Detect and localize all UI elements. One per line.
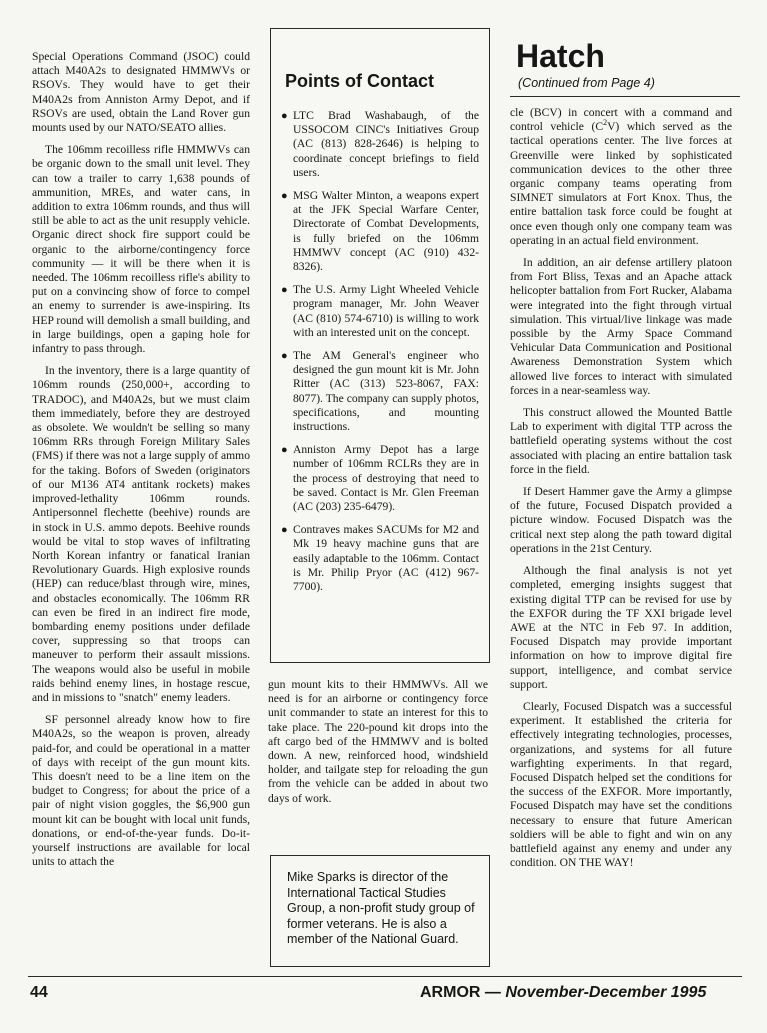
middle-article-column	[268, 678, 488, 814]
body-paragraph: Special Operations Command (JSOC) could attach M40A2s to designated HMMWVs or RSOVs. They would have to get their M40A2s from Anniston Army Depot, and if RSOVs are used, obtain the Land Rover gun mounts used by our NATO/SEATO allies.	[32, 50, 250, 135]
heading-divider	[510, 96, 740, 97]
page-number: 44	[30, 984, 48, 1001]
right-article-column	[510, 106, 732, 878]
contact-item: ● LTC Brad Washabaugh, of the USSOCOM CINC's Initiatives Group (AC (813) 828-2646) is helping to coordinate concept briefings to field users.	[281, 109, 479, 179]
body-paragraph: Although the final analysis is not yet completed, emerging insights suggest that existing digital TTP can be revised for use by the EXFOR during the TF XXI brigade level AWE at the NTC in Feb 97. In addition, Focused Dispatch may provide important information on how to improve digital fire support, intelligence, and combat service support.	[510, 564, 732, 691]
contact-list	[281, 109, 479, 603]
contact-item: ● MSG Walter Minton, a weapons expert at the JFK Special Warfare Center, Directorate of Combat Developments, is fully briefed on the 106mm HMMWV concept (AC (910) 432-8326).	[281, 189, 479, 274]
contact-item: ● Anniston Army Depot has a large number of 106mm RCLRs they are in the process of destroying that need to be saved. Contact is Mr. Glen Freeman (AC (203) 235-6479).	[281, 443, 479, 514]
body-paragraph: Clearly, Focused Dispatch was a successful experiment. It established the criteria for effectively integrating technologies, processes, organizations, and systems for all future warfighting experiments. In that regard, Focused Dispatch helped set the conditions for the success of the EXFOR. More importantly, Focused Dispatch may have set the conditions necessary to ensure that future American soldiers will be able to fight and win on any battlefield against any enemy and under any condition. ON THE WAY!	[510, 699, 732, 870]
points-of-contact-title: Points of Contact	[285, 71, 434, 91]
body-paragraph: If Desert Hammer gave the Army a glimpse of the future, Focused Dispatch provided a picture window. Focused Dispatch was the critical next step along the path toward digital operations in the 21st Century.	[510, 485, 732, 555]
contact-item: ● The U.S. Army Light Wheeled Vehicle program manager, Mr. John Weaver (AC (810) 574-6710) is willing to work with an interested unit on the concept.	[281, 283, 479, 339]
continued-note: (Continued from Page 4)	[518, 76, 655, 90]
author-bio-box: Mike Sparks is director of the International Tactical Studies Group, a non-profit study group of former veterans. He is also a member of the National Guard.	[270, 855, 490, 967]
bullet-icon: ●	[281, 350, 288, 363]
publication-name: ARMOR —	[420, 984, 501, 1001]
bullet-icon: ●	[281, 284, 288, 297]
body-paragraph: SF personnel already know how to fire M40A2s, so the weapon is proven, already paid-for, and could be operational in a matter of days with receipt of the gun mount kits. This doesn't need to be a line item on the budget to Congress; for about the price of a pair of night vision goggles, the $6,900 gun mount kit can be bought with local unit funds, donations, or end-of-the-year funds. Do-it-yourself instructions are available for local units to attach the	[32, 713, 250, 869]
bullet-icon: ●	[281, 190, 288, 203]
issue-date: November-December 1995	[505, 984, 707, 1001]
footer-divider	[28, 976, 742, 977]
body-paragraph: cle (BCV) in concert with a command and control vehicle $(C^2V)$ which served as the tactical operations center. The live forces at Greenville were linked by sophisticated communication devices to the other three organic company teams operating from SIMNET simulators at Fort Knox. Thus, the entire battalion task force could be fought at once even though only one company team was operating in an actual field environment.	[510, 106, 732, 247]
publication-footer	[420, 984, 706, 1002]
contact-item: ● Contraves makes SACUMs for M2 and Mk 19 heavy machine guns that are easily adaptable to the 106mm. Contact is Mr. Philip Pryor (AC (412) 967-7700).	[281, 523, 479, 594]
body-paragraph: This construct allowed the Mounted Battle Lab to experiment with digital TTP across the battlefield operating systems without the cost associated with placing an entire battalion task force in the field.	[510, 406, 732, 476]
points-of-contact-box	[270, 28, 490, 663]
body-paragraph: gun mount kits to their HMMWVs. All we need is for an airborne or contingency force unit commander to state an interest for this to take place. The 220-pound kit drops into the aft cargo bed of the HMMWV and is bolted down. A new, reinforced hood, windshield holder, and tailgate step for reloading the gun from the vehicle can be added in about two days of work.	[268, 678, 488, 805]
bullet-icon: ●	[281, 524, 288, 537]
bullet-icon: ●	[281, 444, 288, 457]
bullet-icon: ●	[281, 110, 288, 122]
left-article-column	[32, 50, 250, 877]
contact-item: ● The AM General's engineer who designed the gun mount kit is Mr. John Ritter (AC (313) 523-8067, FAX: 8077). The company can supply photos, specifications, and mounting instructions.	[281, 349, 479, 434]
hatch-heading: Hatch	[516, 38, 605, 74]
body-paragraph: In addition, an air defense artillery platoon from Fort Bliss, Texas and an Apache attack helicopter battalion from Fort Rucker, Alabama were integrated into the fight through virtual simulation. This virtual/live linkage was made possible by the Army Space Command Vehicular Data Communication and Positional Awareness Demonstration System which allowed live forces to interact with simulated forces in a near-seamless way.	[510, 256, 732, 397]
body-paragraph: The 106mm recoilless rifle HMMWVs can be organic down to the small unit level. They can tow a trailer to carry 1,638 pounds of ammunition, MREs, and water cans, in addition to extra 106mm rounds, and thus will still be able to act as the unit resupply vehicle. Organic direct shock fire support could be organic to the airborne/contingency force community — it will be there when it is needed. The 106mm recoilless rifle's ability to put on a convincing show of force to compel an enemy to surrender is awe-inspiring. Its HEP round will demolish a small building, and in large buildings, open a gaping hole for infantry to pass through.	[32, 143, 250, 356]
body-paragraph: In the inventory, there is a large quantity of 106mm rounds (250,000+, according to TRADOC), and M40A2s, but we must claim them immediately, before they are destroyed as obsolete. We wouldn't be selling so many 106mm RRs through Foreign Military Sales (FMS) if there was not a large supply of ammo for the taking. Bofors of Sweden (originators of our M136 AT4 antitank rockets) makes improved-lethality 106mm rounds. Antipersonnel flechette (beehive) rounds are in stock in U.S. ammo depots. Beehive rounds would be vital to stop waves of infiltrating North Korean infantry or fanatical Iranian Revolutionary Guards. High explosive rounds (HEP) can reduce/blast through wire, mines, and obstacles economically. The 106mm RR can even be fired in an indirect fire mode, bombarding enemy positions under defilade cover, suppressing so that troops can maneuver to perform their assault missions. The weapons would also be useful in mobile raids behind enemy lines, in hostage rescue, and in missions to "snatch" enemy leaders.	[32, 364, 250, 704]
